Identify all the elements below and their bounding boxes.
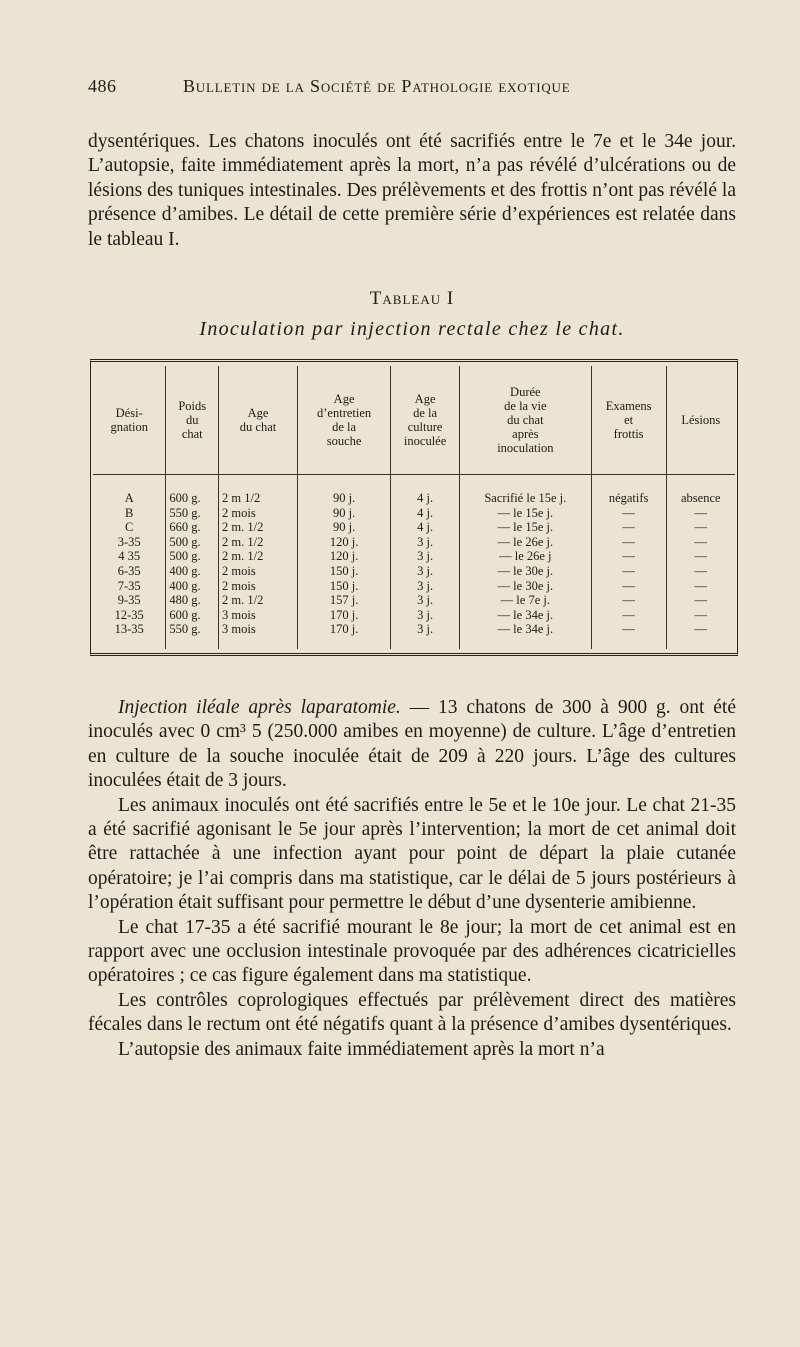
cell-duree: — le 26e j.: [460, 535, 592, 550]
cell-culture: 4 j.: [391, 491, 460, 506]
cell-designation: 6-35: [93, 564, 166, 579]
cell-duree: — le 15e j.: [460, 520, 592, 535]
section-paragraph: [88, 696, 736, 794]
cell-culture: 3 j.: [391, 622, 460, 649]
cell-lesions: —: [694, 549, 708, 564]
header-age-culture: Age de la culture inoculée: [391, 366, 460, 475]
cell-poids: 500 g.: [166, 549, 219, 564]
cell-designation: 9-35: [93, 593, 166, 608]
cell-examens: —: [591, 564, 666, 579]
cell-entretien: 120 j.: [298, 549, 391, 564]
cell-examens: —: [591, 579, 666, 594]
page-number: 486: [88, 76, 117, 96]
table-row: [93, 593, 735, 608]
data-table-frame: [90, 359, 738, 656]
cell-poids: 660 g.: [166, 520, 219, 535]
cell-lesions: —: [694, 622, 708, 637]
table-row: [93, 622, 735, 649]
table-row: [93, 520, 735, 535]
cell-lesions: absence: [681, 491, 721, 506]
cell-poids: 600 g.: [166, 608, 219, 623]
cell-age: 2 m. 1/2: [219, 535, 298, 550]
cell-lesions: —: [694, 578, 708, 593]
cell-designation: 4 35: [93, 549, 166, 564]
header-age-entretien: Age d’entretien de la souche: [298, 366, 391, 475]
table-row: [93, 491, 735, 506]
cell-poids: 480 g.: [166, 593, 219, 608]
cell-lesions: —: [694, 607, 708, 622]
cell-examens: —: [591, 535, 666, 550]
paragraph: Les contrôles coprologiques effectués par prélèvement direct des matières fécales dans le rectum ont été négatifs quant à la présence d’amibes dysentériques.: [88, 989, 736, 1036]
intro-paragraph: dysentériques. Les chatons inoculés ont été sacrifiés entre le 7e et le 34e jour. L’autopsie, faite immédiatement après la mort, n’a pas révélé d’ulcérations ou de lésions des tuniques intestinales. Des prélèvements et des frottis n’ont pas révélé la présence d’amibes. Le détail de cette première série d’expériences est relatée dans le tableau I.: [88, 131, 736, 250]
header-designation: Dési- gnation: [93, 366, 166, 475]
cell-examens: —: [591, 549, 666, 564]
cell-examens: —: [591, 520, 666, 535]
cell-lesions: —: [694, 520, 708, 535]
cell-duree: — le 15e j.: [460, 506, 592, 521]
cell-poids: 600 g.: [166, 491, 219, 506]
table-row: [93, 579, 735, 594]
header-lesions: Lésions: [681, 413, 721, 428]
section-text: — 13 chatons de 300 à 900 g. ont été inoculés avec 0 cm³ 5 (250.000 amibes en moyenne) de culture. L’âge d’entretien en culture de la souche inoculée était de 209 à 220 jours. L’âge des cultures inoculées était de 3 jours.: [88, 696, 736, 792]
cell-culture: 3 j.: [391, 535, 460, 550]
cell-duree: — le 30e j.: [460, 579, 592, 594]
cell-duree: Sacrifié le 15e j.: [460, 491, 592, 506]
cell-duree: — le 34e j.: [460, 622, 592, 649]
table-label: Tableau I: [369, 288, 455, 310]
cell-duree: — le 26e j: [460, 549, 592, 564]
header-age: Age du chat: [219, 366, 298, 475]
cell-entretien: 150 j.: [298, 564, 391, 579]
cell-duree: — le 7e j.: [460, 593, 592, 608]
cell-entretien: 90 j.: [298, 506, 391, 521]
cell-age: 2 mois: [219, 506, 298, 521]
cell-entretien: 150 j.: [298, 579, 391, 594]
table-row: [93, 608, 735, 623]
table-row: [93, 506, 735, 521]
inoculation-table: [93, 366, 735, 649]
paragraph: L’autopsie des animaux faite immédiatement après la mort n’a: [118, 1038, 605, 1060]
cell-lesions: —: [694, 534, 708, 549]
paragraph: Le chat 17-35 a été sacrifié mourant le 8e jour; la mort de cet animal est en rapport avec une occlusion intestinale provoquée par des adhérences cicatricielles opératoires ; ce cas figure également dans ma statistique.: [88, 916, 736, 987]
cell-entretien: 90 j.: [298, 491, 391, 506]
cell-duree: — le 34e j.: [460, 608, 592, 623]
cell-entretien: 170 j.: [298, 608, 391, 623]
cell-age: 2 m. 1/2: [219, 520, 298, 535]
running-title: Bulletin de la Société de Pathologie exotique: [183, 76, 571, 96]
running-header: [88, 76, 736, 116]
cell-designation: C: [93, 520, 166, 535]
cell-poids: 550 g.: [166, 506, 219, 521]
cell-culture: 3 j.: [391, 549, 460, 564]
cell-entretien: 120 j.: [298, 535, 391, 550]
cell-designation: A: [93, 491, 166, 506]
cell-age: 2 mois: [219, 579, 298, 594]
cell-entretien: 170 j.: [298, 622, 391, 649]
section-heading: Injection iléale après laparatomie.: [118, 696, 401, 718]
cell-culture: 4 j.: [391, 506, 460, 521]
cell-lesions: —: [694, 505, 708, 520]
cell-poids: 500 g.: [166, 535, 219, 550]
cell-age: 2 m 1/2: [219, 491, 298, 506]
cell-examens: négatifs: [591, 491, 666, 506]
table-caption: Inoculation par injection rectale chez le chat.: [199, 318, 625, 341]
cell-duree: — le 30e j.: [460, 564, 592, 579]
document-page: [88, 76, 736, 1062]
paragraph: Les animaux inoculés ont été sacrifiés entre le 5e et le 10e jour. Le chat 21-35 a été sacrifié agonisant le 5e jour après l’intervention; la mort de cet animal doit être rattachée à une infection ayant pour point de départ la plaie cutanée opératoire; je l’ai compris dans ma statistique, car le délai de 5 jours postérieurs à l’opération était suffisant pour permettre le début d’une dysenterie amibienne.: [88, 794, 736, 914]
header-duree: Durée de la vie du chat après inoculation: [460, 366, 592, 475]
cell-poids: 550 g.: [166, 622, 219, 649]
header-examens: Examens et frottis: [591, 366, 666, 475]
cell-age: 2 m. 1/2: [219, 593, 298, 608]
cell-designation: B: [93, 506, 166, 521]
cell-age: 3 mois: [219, 608, 298, 623]
cell-age: 2 mois: [219, 564, 298, 579]
cell-culture: 3 j.: [391, 608, 460, 623]
cell-entretien: 157 j.: [298, 593, 391, 608]
cell-examens: —: [591, 506, 666, 521]
cell-lesions: —: [694, 593, 708, 608]
cell-designation: 13-35: [93, 622, 166, 649]
cell-age: 2 m. 1/2: [219, 549, 298, 564]
cell-examens: —: [591, 593, 666, 608]
cell-poids: 400 g.: [166, 579, 219, 594]
cell-culture: 4 j.: [391, 520, 460, 535]
cell-designation: 3-35: [93, 535, 166, 550]
cell-culture: 3 j.: [391, 579, 460, 594]
cell-designation: 12-35: [93, 608, 166, 623]
cell-entretien: 90 j.: [298, 520, 391, 535]
cell-examens: —: [591, 608, 666, 623]
cell-culture: 3 j.: [391, 593, 460, 608]
cell-lesions: —: [694, 564, 708, 578]
cell-designation: 7-35: [93, 579, 166, 594]
cell-poids: 400 g.: [166, 564, 219, 579]
header-poids: Poids du chat: [166, 366, 219, 475]
cell-age: 3 mois: [219, 622, 298, 649]
table-row: [93, 549, 735, 564]
cell-examens: —: [591, 622, 666, 649]
cell-culture: 3 j.: [391, 564, 460, 579]
table-row: [93, 535, 735, 550]
table-row: [93, 564, 735, 579]
